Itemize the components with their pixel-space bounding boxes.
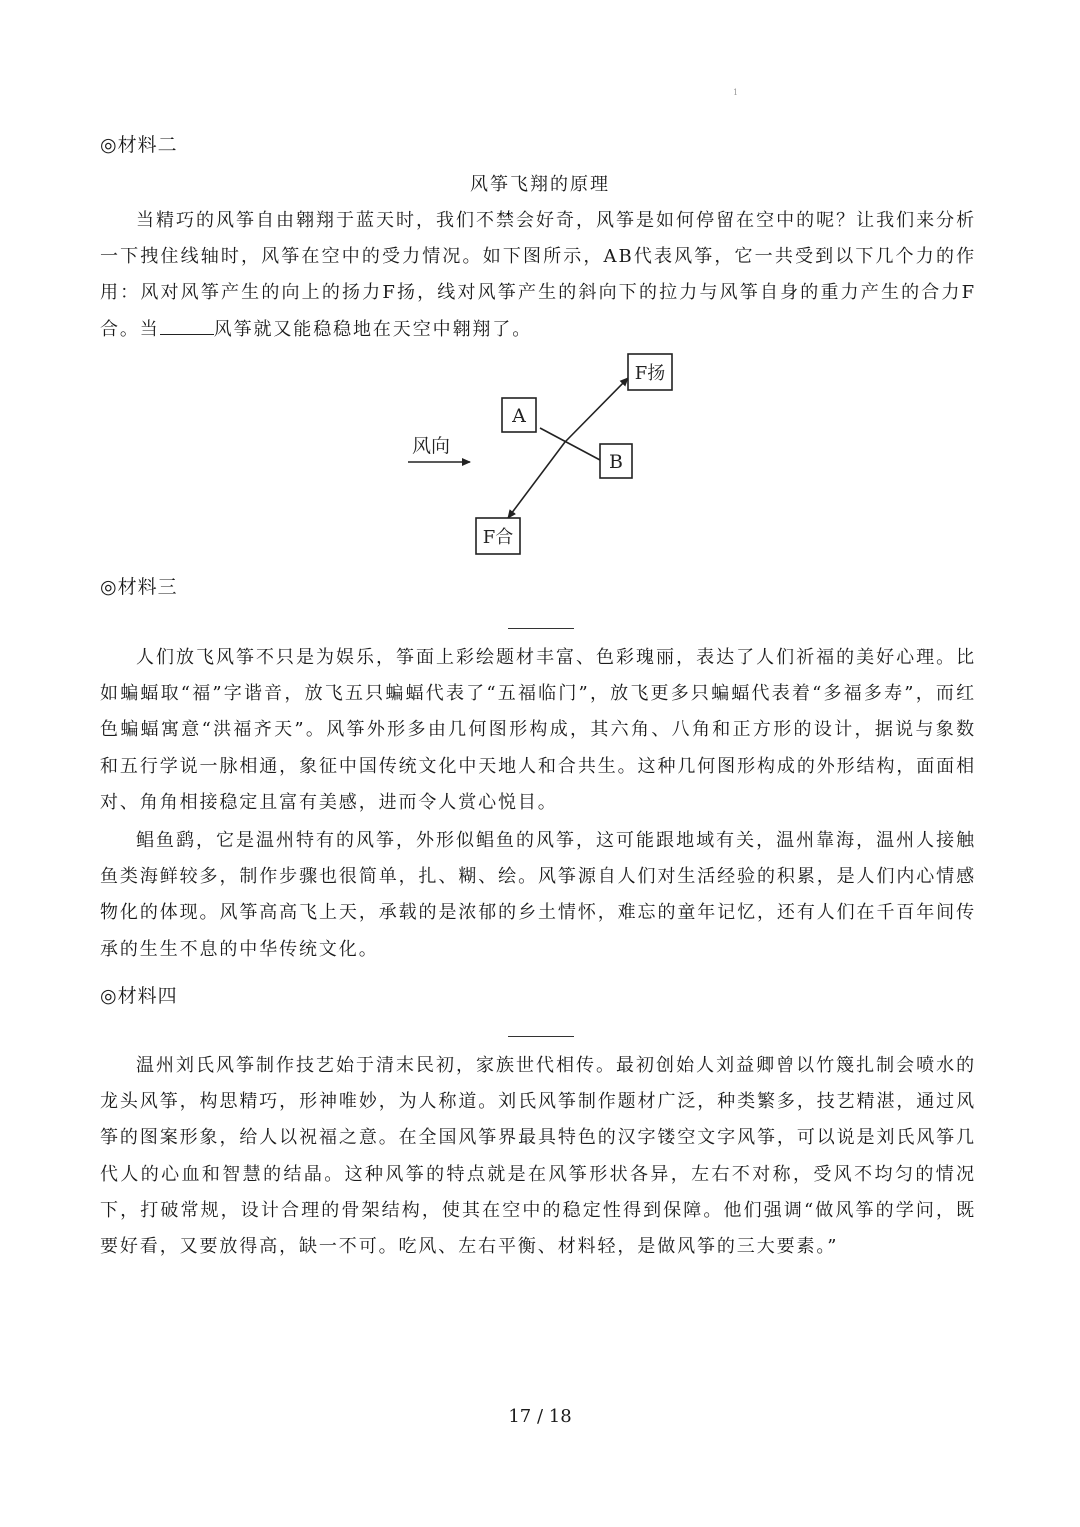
material3-paragraph-1: 人们放飞风筝不只是为娱乐，筝面上彩绘题材丰富、色彩瑰丽，表达了人们祈福的美好心理。比如蝙蝠取“福”字谐音，放飞五只蝙蝠代表了“五福临门”，放飞更多只蝙蝠代表着“多福多寿”，而红色蝙蝠寓意“洪福齐天”。风筝外形多由几何图形构成，其六角、八角和正方形的设计，据说与象数和五行学说一脉相通，象征中国传统文化中天地人和合共生。这种几何图形构成的外形结构，面面相对、角角相接稳定且富有美感，进而令人赏心悦目。 [100,647,976,813]
page-number: 17 / 18 [508,1406,572,1427]
box-f-he-label: F合 [482,527,514,548]
box-b-label: B [609,451,623,473]
material2-paragraph [100,203,976,348]
material2-text-after: 风筝就又能稳稳地在天空中翱翔了。 [213,318,533,340]
material2-title: 风筝飞翔的原理 [470,174,610,195]
material3-title-blank [508,628,574,629]
material4-title-blank [508,1036,574,1037]
material4-paragraph-1: 温州刘氏风筝制作技艺始于清末民初，家族世代相传。最初创始人刘益卿曾以竹篾扎制会喷水的龙头风筝，构思精巧，形神唯妙，为人称道。刘氏风筝制作题材广泛，种类繁多，技艺精湛，通过风筝的图案形象，给人以祝福之意。在全国风筝界最具特色的汉字镂空文字风筝，可以说是刘氏风筝几代人的心血和智慧的结晶。这种风筝的特点就是在风筝形状各异，左右不对称，受风不均匀的情况下，打破常规，设计合理的骨架结构，使其在空中的稳定性得到保障。他们强调“做风筝的学问，既要好看，又要放得高，缺一不可。吃风、左右平衡、材料轻，是做风筝的三大要素。” [100,1055,976,1258]
header-mark: 1 [733,88,739,97]
box-f-yang-label: F扬 [634,363,666,384]
fill-blank-line [160,333,214,335]
force-diagram [400,350,700,560]
material4-label: ◎材料四 [100,985,178,1007]
f-he-arrow [508,442,565,518]
material3-paragraph-2: 鲳鱼鹞，它是温州特有的风筝，外形似鲳鱼的风筝，这可能跟地域有关，温州靠海，温州人接触鱼类海鲜较多，制作步骤也很简单，扎、糊、绘。风筝源自人们对生活经验的积累，是人们内心情感物化的体现。风筝高高飞上天，承载的是浓郁的乡土情怀，难忘的童年记忆，还有人们在千百年间传承的生生不息的中华传统文化。 [100,830,976,960]
kite-ab-line [540,428,600,460]
material2-text-before: 当精巧的风筝自由翱翔于蓝天时，我们不禁会好奇，风筝是如何停留在空中的呢？让我们来分析一下拽住线轴时，风筝在空中的受力情况。如下图所示，AB代表风筝，它一共受到以下几个力的作用：风对风筝产生的向上的扬力F扬，线对风筝产生的斜向下的拉力与风筝自身的重力产生的合力F合。当 [100,210,976,340]
wind-label: 风向 [412,435,451,457]
f-yang-arrow [565,378,628,442]
material3-label: ◎材料三 [100,576,178,598]
box-a-label: A [512,405,526,427]
material2-label: ◎材料二 [100,134,178,156]
